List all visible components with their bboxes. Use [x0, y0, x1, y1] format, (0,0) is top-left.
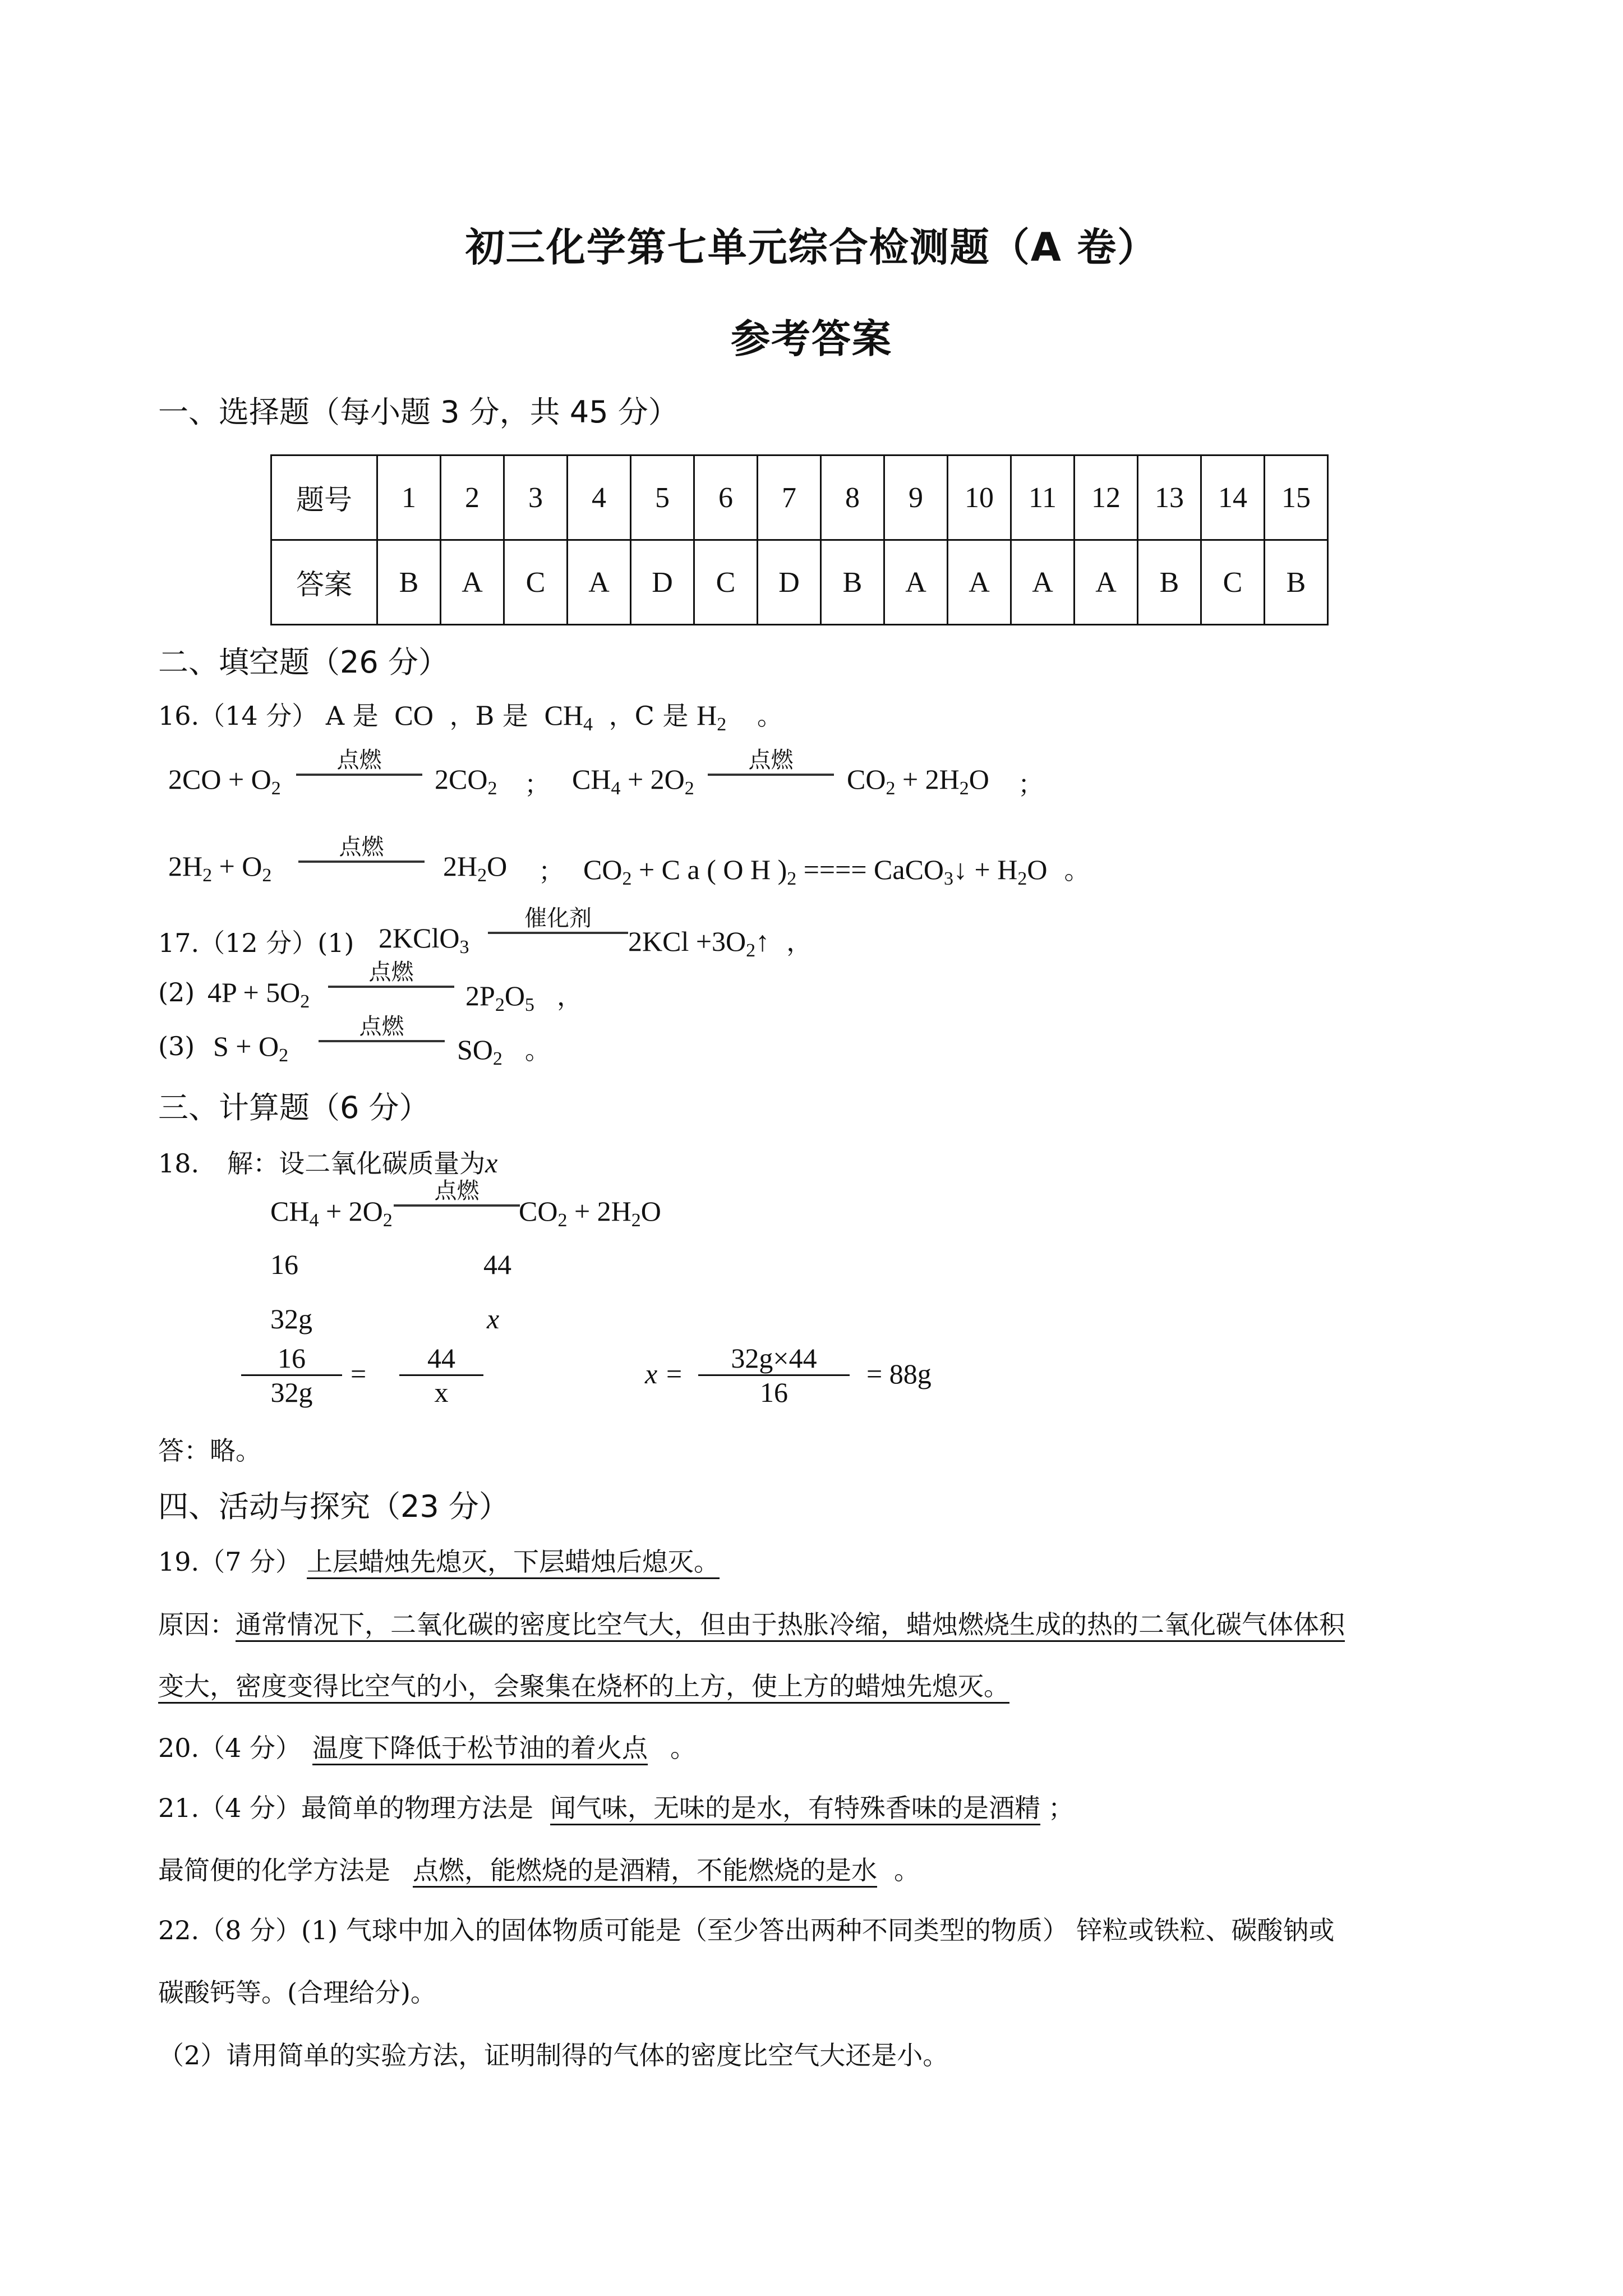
q16-prefix: 16.（14 分） A 是	[158, 701, 379, 731]
answer-table	[270, 454, 1329, 625]
table-cell: A	[884, 540, 948, 625]
table-cell: B	[377, 540, 441, 625]
q18-eq-right: $CO_2 + 2H_2O$	[519, 1195, 661, 1231]
q18-result: = 88g	[866, 1358, 932, 1389]
q18-fraction3: 32g×44 16	[698, 1342, 850, 1409]
table-cell: A	[568, 540, 631, 625]
q16-eq2-right: $CO_2 + 2H_2O$	[847, 763, 989, 799]
table-cell: 6	[694, 455, 758, 540]
table-cell: D	[758, 540, 821, 625]
q17-eq1-left: 2KClO$_3$	[379, 922, 469, 958]
q16-eq2-left: $CH_4 + 2O_2$	[572, 763, 694, 799]
q16-eq1-condition: 点燃	[296, 749, 422, 776]
table-cell: B	[1265, 540, 1328, 625]
q18-line: 18. 解：设二氧化碳质量为x	[158, 1147, 498, 1179]
q18-mass1: 16	[270, 1249, 298, 1280]
table-cell: A	[948, 540, 1011, 625]
q18-eq-condition: 点燃	[394, 1180, 520, 1207]
q21-line1: 21.（4 分）最简单的物理方法是 闻气味，无味的是水，有特殊香味的是酒精 ；	[158, 1793, 1075, 1823]
q19-reason-line2: 变大，密度变得比空气的小，会聚集在烧杯的上方，使上方的蜡烛先熄灭。	[158, 1671, 1009, 1701]
section2-heading: 二、填空题（26 分）	[158, 645, 449, 680]
table-cell: 2	[441, 455, 504, 540]
q18-fraction1: 16 32g	[241, 1342, 342, 1409]
table-row-answers	[271, 540, 1328, 625]
q18-given1: 32g	[270, 1303, 312, 1335]
q16-eq2-condition: 点燃	[708, 749, 834, 776]
table-cell: 13	[1138, 455, 1201, 540]
q16-b-label: ，B 是	[449, 701, 528, 731]
table-cell: 3	[504, 455, 568, 540]
q22-line2: 碳酸钙等。(合理给分)。	[158, 1977, 436, 2008]
q17-eq2-condition: 点燃	[328, 961, 454, 988]
q16-end: 。	[757, 701, 783, 731]
q18-x-equals: x =	[645, 1358, 684, 1389]
q16-sep1: ；	[524, 769, 550, 799]
q16-eq3-left: $2H_2 + O_2$	[168, 850, 272, 886]
q16-c-label: ，C 是	[608, 701, 689, 731]
section4-heading: 四、活动与探究（23 分）	[158, 1489, 509, 1524]
q17-prefix: 17.（12 分）(1)	[158, 928, 354, 958]
q21-answer1: 闻气味，无味的是水，有特殊香味的是酒精	[550, 1793, 1041, 1823]
q17-eq1-right: $2KCl +3O_2↑$ ，	[628, 926, 813, 961]
q16-eq3-right: $2H_2O$	[443, 850, 508, 886]
table-cell: A	[1011, 540, 1075, 625]
row-label-number: 题号	[271, 455, 377, 540]
table-cell: A	[1075, 540, 1138, 625]
q21-line2: 最简便的化学方法是 点燃，能燃烧的是酒精，不能燃烧的是水 。	[158, 1855, 920, 1885]
q16-eq3-condition: 点燃	[298, 836, 425, 863]
table-cell: 10	[948, 455, 1011, 540]
table-cell: 15	[1265, 455, 1328, 540]
table-cell: 11	[1011, 455, 1075, 540]
table-cell: 7	[758, 455, 821, 540]
table-cell: 14	[1201, 455, 1265, 540]
q19-reason-line1: 原因：通常情况下，二氧化碳的密度比空气大，但由于热胀冷缩，蜡烛燃烧生成的热的二氧化碳气体体积	[158, 1609, 1345, 1640]
q20-answer: 温度下降低于松节油的着火点	[312, 1733, 648, 1763]
table-cell: 1	[377, 455, 441, 540]
q16-eq4: $CO_2 + C$ a ( O H )$_2$ ==== CaCO$_3$↓ + $H_2O$ 。	[583, 854, 1090, 889]
q16-answer-b: $CH_4$	[544, 700, 593, 735]
q17-eq3-right: $SO_2$ 。	[457, 1034, 551, 1069]
table-cell: B	[821, 540, 884, 625]
q22-line3: （2）请用简单的实验方法，证明制得的气体的密度比空气大还是小。	[158, 2040, 949, 2070]
q18-fraction2: 44 x	[399, 1342, 483, 1409]
q17-eq2-left: $4P + 5O_2$	[208, 977, 310, 1012]
table-cell: 4	[568, 455, 631, 540]
table-row-numbers	[271, 455, 1328, 540]
q17-eq3-left: $S + O_2$	[213, 1030, 289, 1066]
q16-eq1-right: $2CO_2$	[435, 763, 497, 799]
table-cell: C	[694, 540, 758, 625]
q19-line: 19.（7 分） 上层蜡烛先熄灭，下层蜡烛后熄灭。	[158, 1547, 720, 1577]
q18-mass2: 44	[483, 1249, 511, 1280]
q17-p3: (3)	[158, 1031, 195, 1061]
q18-eq-left: $CH_4 + 2O_2$	[270, 1195, 393, 1231]
q18-equals: =	[351, 1358, 367, 1389]
q16-answer-c: $H_2$	[697, 700, 727, 735]
q17-p2: (2)	[158, 977, 195, 1007]
q20-line: 20.（4 分） 温度下降低于松节油的着火点 。	[158, 1733, 697, 1763]
q17-eq2-right: $2P_2O_5$ ，	[465, 980, 583, 1015]
table-cell: A	[441, 540, 504, 625]
q16-sep2: ；	[1018, 769, 1044, 799]
table-cell: D	[631, 540, 694, 625]
page-subtitle: 参考答案	[731, 316, 892, 362]
q16-eq1-left: $2CO + O_2$	[168, 763, 281, 799]
table-cell: 5	[631, 455, 694, 540]
q17-eq1-condition: 催化剂	[488, 907, 628, 934]
q16-line	[158, 696, 783, 735]
q17-eq3-condition: 点燃	[319, 1015, 445, 1042]
q18-answer: 答：略。	[158, 1435, 261, 1466]
section3-heading: 三、计算题（6 分）	[158, 1090, 430, 1125]
table-cell: C	[1201, 540, 1265, 625]
section1-heading: 一、选择题（每小题 3 分，共 45 分）	[158, 394, 679, 430]
table-cell: 9	[884, 455, 948, 540]
q16-answer-a: CO	[394, 700, 434, 731]
q18-given2: x	[487, 1303, 500, 1335]
q21-answer2: 点燃，能燃烧的是酒精，不能燃烧的是水	[413, 1855, 877, 1885]
q16-sep3: ；	[538, 856, 564, 886]
row-label-answer: 答案	[271, 540, 377, 625]
table-cell: B	[1138, 540, 1201, 625]
table-cell: C	[504, 540, 568, 625]
q22-line1: 22.（8 分）(1) 气球中加入的固体物质可能是（至少答出两种不同类型的物质） 锌粒或铁粒、碳酸钠或	[158, 1915, 1335, 1945]
table-cell: 8	[821, 455, 884, 540]
q19-answer: 上层蜡烛先熄灭，下层蜡烛后熄灭。	[307, 1547, 720, 1577]
page-title: 初三化学第七单元综合检测题（A 卷）	[465, 224, 1158, 270]
table-cell: 12	[1075, 455, 1138, 540]
